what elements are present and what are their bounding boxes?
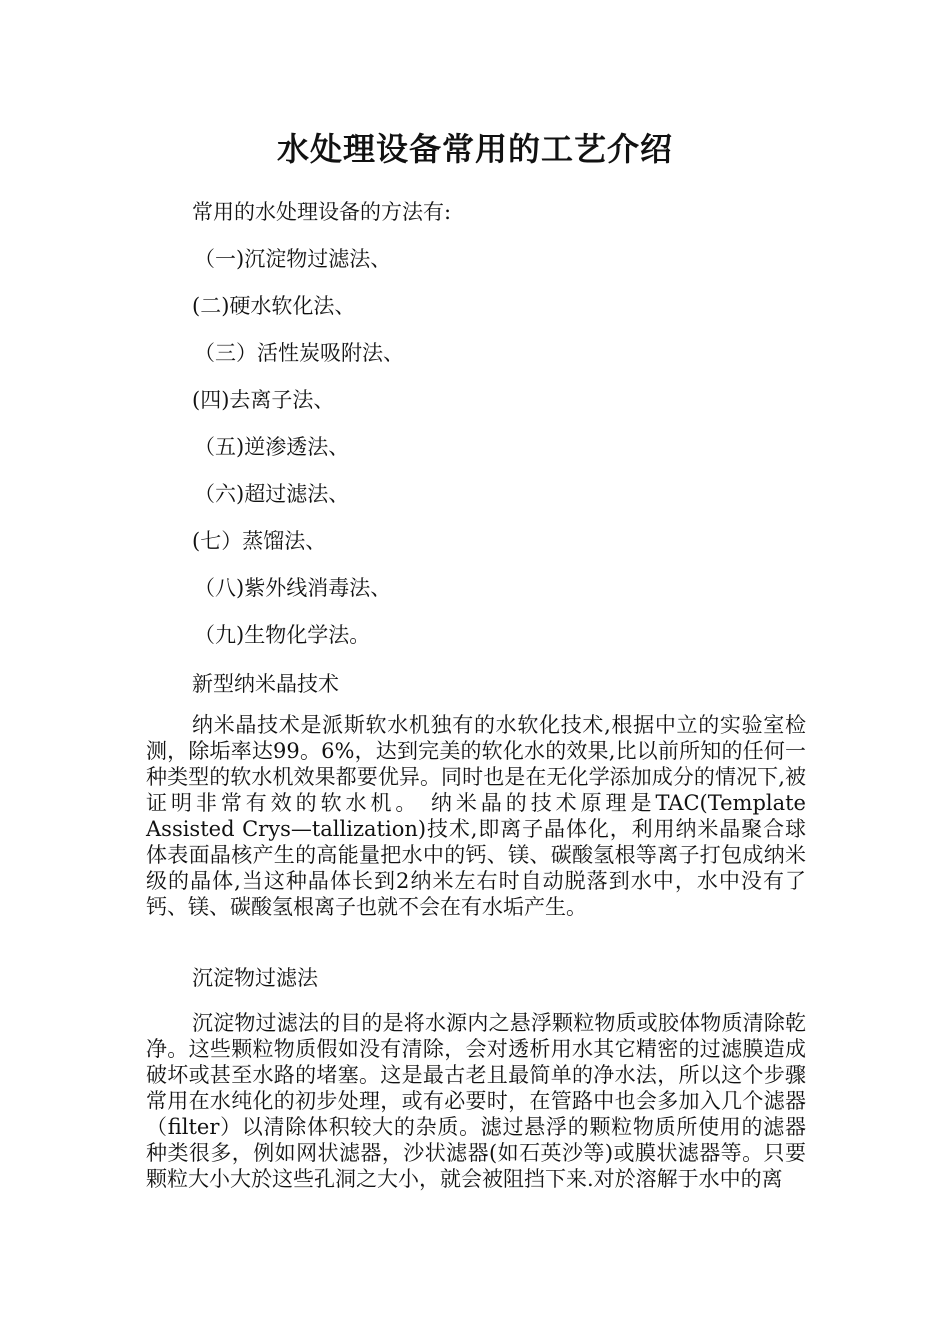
method-item-2: (二)硬水软化法、 [192, 294, 356, 318]
method-item-5: （五)逆渗透法、 [194, 435, 350, 459]
method-item-8: （八)紫外线消毒法、 [194, 576, 392, 600]
section-heading-sediment: 沉淀物过滤法 [192, 966, 318, 990]
method-item-9: （九)生物化学法。 [194, 623, 371, 647]
method-item-7: (七）蒸馏法、 [192, 529, 327, 553]
intro-text: 常用的水处理设备的方法有: [192, 200, 452, 224]
section-body-nanocrystal: 纳米晶技术是派斯软水机独有的水软化技术,根据中立的实验室检测，除垢率达99。6%，达到完美的软化水的效果,比以前所知的任何一种类型的软水机效果都要优异。同时也是在无化学添加成分的情况下,被证明非常有效的软水机。 纳米晶的技术原理是TAC(Template Assisted Crys—tallization)技术,即离子晶体化，利用纳米晶聚合球体表面晶核产生的高能量把水中的钙、镁、碳酸氢根等离子打包成纳米级的晶体,当这种晶体长到2纳米左右时自动脱落到水中，水中没有了钙、镁、碳酸氢根离子也就不会在有水垢产生。 [146, 713, 806, 919]
method-item-3: （三）活性炭吸附法、 [194, 341, 404, 365]
section-body-sediment: 沉淀物过滤法的目的是将水源内之悬浮颗粒物质或胶体物质清除乾净。这些颗粒物质假如没有清除，会对透析用水其它精密的过滤膜造成破坏或甚至水路的堵塞。这是最古老且最简单的净水法，所以这个步骤常用在水纯化的初步处理，或有必要时，在管路中也会多加入几个滤器（filter）以清除体积较大的杂质。滤过悬浮的颗粒物质所使用的滤器种类很多，例如网状滤器，沙状滤器(如石英沙等)或膜状滤器等。只要颗粒大小大於这些孔洞之大小，就会被阻挡下来.对於溶解于水中的离 [146, 1011, 806, 1191]
method-item-6: （六)超过滤法、 [194, 482, 350, 506]
document-title: 水处理设备常用的工艺介绍 [276, 130, 673, 168]
section-heading-nanocrystal: 新型纳米晶技术 [192, 672, 339, 696]
method-item-4: (四)去离子法、 [192, 388, 335, 412]
method-item-1: （一)沉淀物过滤法、 [194, 247, 392, 271]
